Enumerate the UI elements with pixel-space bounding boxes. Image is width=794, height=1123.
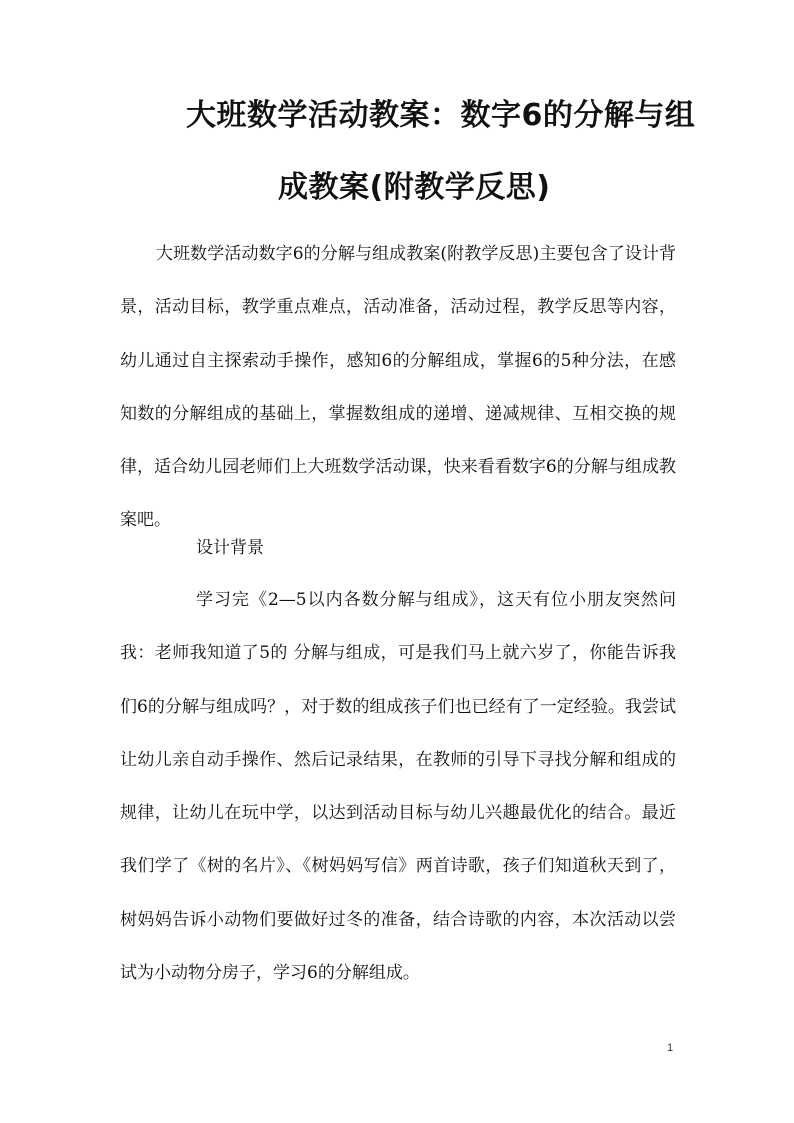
- document-title-line-2: 成教案(附教学反思): [278, 170, 551, 205]
- document-title-line-1: 大班数学活动教案：数字6的分解与组: [186, 98, 696, 133]
- intro-paragraph: 大班数学活动数字6的分解与组成教案(附教学反思)主要包含了设计背景，活动目标，教学重点难点，活动准备，活动过程，教学反思等内容，幼儿通过自主探索动手操作，感知6的分解组成，掌握6的5种分法，在感知数的分解组成的基础上，掌握数组成的递增、递减规律、互相交换的规律，适合幼儿园老师们上大班数学活动课，快来看看数字6的分解与组成教案吧。: [120, 244, 676, 531]
- page-number: 1: [667, 1042, 674, 1054]
- section-heading: 设计背景: [196, 538, 264, 558]
- background-paragraph: 学习完《2—5以内各数分解与组成》，这天有位小朋友突然问我：老师我知道了5的 分解与组成，可是我们马上就六岁了，你能告诉我们6的分解与组成吗？，对于数的组成孩子们也已经有了一定经验。我尝试让幼儿亲自动手操作、然后记录结果，在教师的引导下寻找分解和组成的规律，让幼儿在玩中学，以达到活动目标与幼儿兴趣最优化的结合。最近我们学了《树的名片》、《树妈妈写信》两首诗歌，孩子们知道秋天到了，树妈妈告诉小动物们要做好过冬的准备，结合诗歌的内容，本次活动以尝试为小动物分房子，学习6的分解组成。: [120, 590, 676, 984]
